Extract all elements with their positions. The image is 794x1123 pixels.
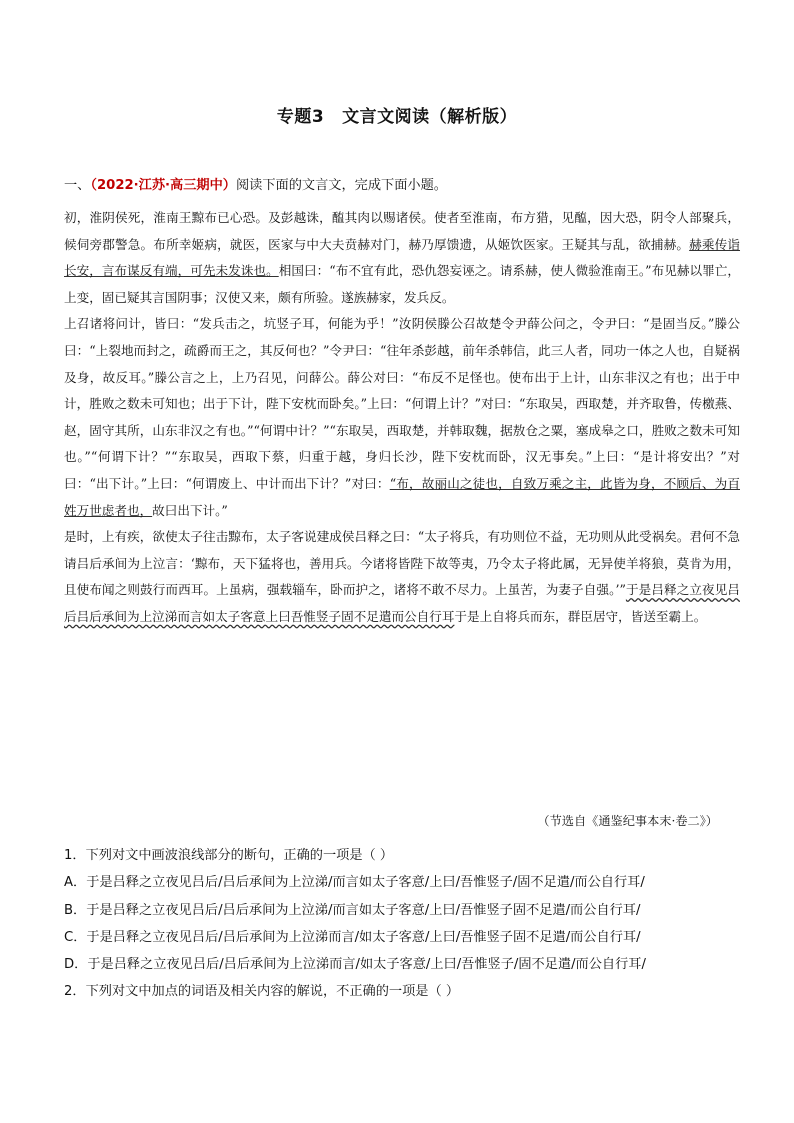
option-b[interactable]: B．于是吕释之立夜见吕后/吕后承间为上泣涕/而言如太子客意/上曰/吾惟竖子固不足遣/而公自行耳/: [64, 902, 641, 918]
passage-citation: （节选自《通鉴纪事本末·卷二》）: [537, 814, 718, 828]
option-a[interactable]: A．于是吕释之立夜见吕后/吕后承间为上泣涕/而言如太子客意/上曰/吾惟竖子/固不足遣/而公自行耳/: [64, 875, 645, 891]
question-list: [64, 842, 754, 1006]
question-header: [64, 177, 744, 195]
question-1-stem: 1．下列对文中画波浪线部分的断句，正确的一项是（ ）: [64, 848, 394, 863]
passage-paragraph-2: [64, 311, 740, 524]
option-d[interactable]: D．于是吕释之立夜见吕后/吕后承间为上泣涕而言/如太子客意/上曰/吾惟竖子/固不足遣/而公自行耳/: [64, 957, 646, 973]
passage-text: 是时，上有疾，欲使太子往击黥布，太子客说建成侯吕释之曰：“太子将兵，有功则位不益，无功则从此受祸矣。君何不急请吕后承间为上泣言：‘黥布，天下猛将也，善用兵。今诸将皆陛下故等夷，乃令太子将此属，无异使羊将狼，莫肯为用，且使布闻之则鼓行而西耳。上虽病，强载辎车，卧而护之，诸将不敢不尽力。上虽苦，为妻子自强。’”: [64, 529, 740, 598]
title-topic-name: 文言文阅读（解析版）: [342, 107, 518, 127]
classical-chinese-passage: [64, 205, 740, 631]
passage-text: 初，淮阴侯死，淮南王黥布已心恐。及彭越诛，醢其肉以赐诸侯。使者至淮南，布方猎，见醢，因大恐，阴令人部聚兵，候伺旁郡警急。布所幸姬病，就医，医家与中大夫贲赫对门，赫乃厚馈遗，从姬饮医家。王疑其与乱，欲捕赫。: [64, 210, 740, 252]
passage-text: 于是上自将兵而东，群臣居守，皆送至霸上。: [454, 608, 707, 624]
option-c[interactable]: C．于是吕释之立夜见吕后/吕后承间为上泣涕而言/如太子客意/上曰/吾惟竖子固不足遣/而公自行耳/: [64, 929, 641, 945]
passage-paragraph-3: [64, 524, 740, 630]
question-instruction: 阅读下面的文言文，完成下面小题。: [236, 178, 447, 193]
question-number: 一、: [64, 178, 91, 193]
passage-paragraph-1: [64, 205, 740, 311]
passage-text: 相国曰：“布不宜有此，恐仇怨妄诬之。请系赫，使人微验淮南王。”布见赫以罪亡，上变，固已疑其言国阴事；汉使又来，颇有所验。遂族赫家，发兵反。: [64, 263, 741, 305]
underlined-sentence: 赫乘传诣长安，言布谋反有端，可先未发诛也。: [64, 236, 741, 279]
passage-text: 故曰出下计。”: [152, 502, 228, 518]
passage-text: 上召诸将问计，皆曰：“发兵击之，坑竖子耳，何能为乎！”汝阴侯滕公召故楚令尹薛公问之，令尹曰：“是固当反。”滕公曰：“上裂地而封之，疏爵而王之，其反何也？”令尹曰：“往年杀彭越，前年杀韩信，此三人者，同功一体之人也，自疑祸及身，故反耳。”滕公言之上，上乃召见，问薛公。薛公对曰：“布反不足怪也。使布出于上计，山东非汉之有也；出于中计，胜败之数未可知也；出于下计，陛下安枕而卧矣。”上曰：“何谓上计？”对曰：“东取吴，西取楚，并齐取鲁，传檄燕、赵，固守其所，山东非汉之有也。”“何谓中计？”“东取吴，西取楚，并韩取魏，据敖仓之粟，塞成皋之口，胜败之数未可知也。”“何谓下计？”“东取吴，西取下蔡，归重于越，身归长沙，陛下安枕而卧，汉无事矣。”上曰：“是计将安出？”对曰：“出下计。”上曰：“何谓废上、中计而出下计？”对曰：: [64, 316, 740, 491]
wavy-underlined-sentence: 于是吕释之立夜见吕后吕后承间为上泣涕而言如太子客意上曰吾惟竖子固不足遣而公自行耳: [64, 582, 740, 624]
page-title: [0, 102, 794, 127]
question-2-stem: 2．下列对文中加点的词语及相关内容的解说，不正确的一项是（ ）: [64, 984, 460, 1000]
question-source: （2022·江苏·高三期中）: [90, 178, 236, 193]
title-topic-number: 专题3: [276, 107, 325, 127]
underlined-sentence: “布，故丽山之徒也，自致万乘之主，此皆为身，不顾后、为百姓万世虑者也，: [64, 475, 740, 518]
